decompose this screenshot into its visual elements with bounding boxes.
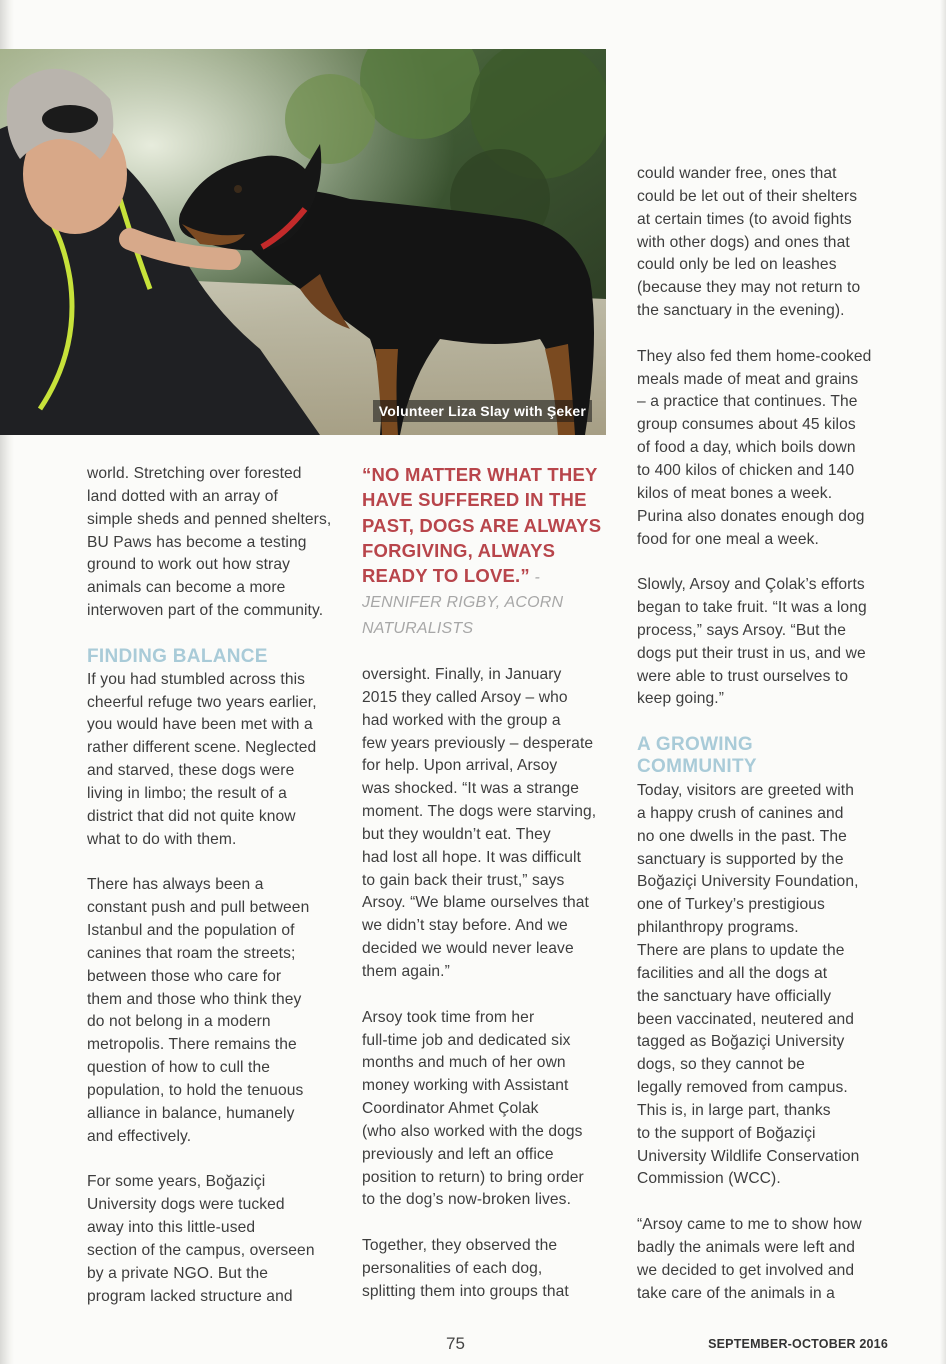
article-column-1 [87,463,337,1308]
paragraph: Today, visitors are greeted with a happy crush of canines and no one dwells in the past. The sanctuary is supported by the Boğaziçi University Foundation, one of Turkey’s prestigious philanthropy programs. There are plans to update the facilities and all the dogs at the sanctuary have officially been vaccinated, neutered and tagged as Boğaziçi University dogs, so they cannot be legally removed from campus. This is, in large part, thanks to the support of Boğaziçi University Wildlife Conservation Commission (WCC). [637,782,860,1188]
paragraph: There has always been a constant push and pull between Istanbul and the population of canines that roam the streets; between those who care for them and those who think they do not belong in a modern metropolis. There remains the question of how to cull the population, to hold the tenuous alliance in balance, humanely and effectively. [87,876,310,1145]
paragraph: “Arsoy came to me to show how badly the animals were left and we decided to get involved and take care of the animals in a [637,1216,862,1302]
photo-dog-volunteer-icon [0,49,606,435]
paragraph: They also fed them home-cooked meals made of meat and grains – a practice that continues. The group consumes about 45 kilos of food a day, which boils down to 400 kilos of chicken and 140 kilos of meat bones a week. Purina also donates enough dog food for one meal a week. [637,347,872,548]
paragraph: oversight. Finally, in January 2015 they called Arsoy – who had worked with the group a few years previously – desperate for help. Upon arrival, Arsoy was shocked. “It was a strange moment. The dogs were starving, but they wouldn’t eat. They had lost all hope. It was difficult to gain back their trust,” says Arsoy. “We blame ourselves that we didn’t stay before. And we decided we would never leave them again.” [362,666,597,980]
paragraph: Slowly, Arsoy and Çolak’s efforts began to take fruit. “It was a long process,” says Arsoy. “But the dogs put their trust in us, and we were able to trust ourselves to keep going.” [637,576,867,708]
pull-quote-dash: - [529,569,541,587]
paragraph: For some years, Boğaziçi University dogs were tucked away into this little-used section of the campus, overseen by a private NGO. But the program lacked structure and [87,1173,315,1305]
page-edge-shadow [940,0,946,1364]
article-column-2 [362,664,614,1304]
pull-quote [362,462,602,641]
section-heading-growing-community: A GROWING COMMUNITY [637,734,757,778]
paragraph: world. Stretching over forested land dotted with an array of simple sheds and penned shelters, BU Paws has become a testing ground to work out how stray animals can become a more interwoven part of the community. [87,465,332,620]
photo-caption: Volunteer Liza Slay with Şeker [373,400,592,422]
page-number: 75 [446,1334,465,1353]
section-heading-finding-balance: FINDING BALANCE [87,645,268,667]
paragraph: Arsoy took time from her full-time job and dedicated six months and much of her own money working with Assistant Coordinator Ahmet Çolak (who also worked with the dogs previously and left an office position to return) to bring order to the dog’s now-broken lives. [362,1008,584,1209]
paragraph: could wander free, ones that could be let out of their shelters at certain times (to avoid fights with other dogs) and ones that could only be led on leashes (because they may not return to the sanctuary in the evening). [637,165,861,320]
feature-photo [0,49,606,435]
issue-date: SEPTEMBER-OCTOBER 2016 [708,1337,888,1351]
pull-quote-text: “NO MATTER WHAT THEY HAVE SUFFERED IN THE PAST, DOGS ARE ALWAYS FORGIVING, ALWAYS READY TO LOVE.” [362,464,602,587]
paragraph: If you had stumbled across this cheerful refuge two years earlier, you would have been met with a rather different scene. Neglected and starved, these dogs were living in limbo; the result of a district that did not quite know what to do with them. [87,670,317,848]
paragraph: Together, they observed the personalities of each dog, splitting them into groups that [362,1237,569,1300]
article-column-3 [637,163,897,1306]
pull-quote-attribution: JENNIFER RIGBY, ACORN NATURALISTS [362,594,564,637]
